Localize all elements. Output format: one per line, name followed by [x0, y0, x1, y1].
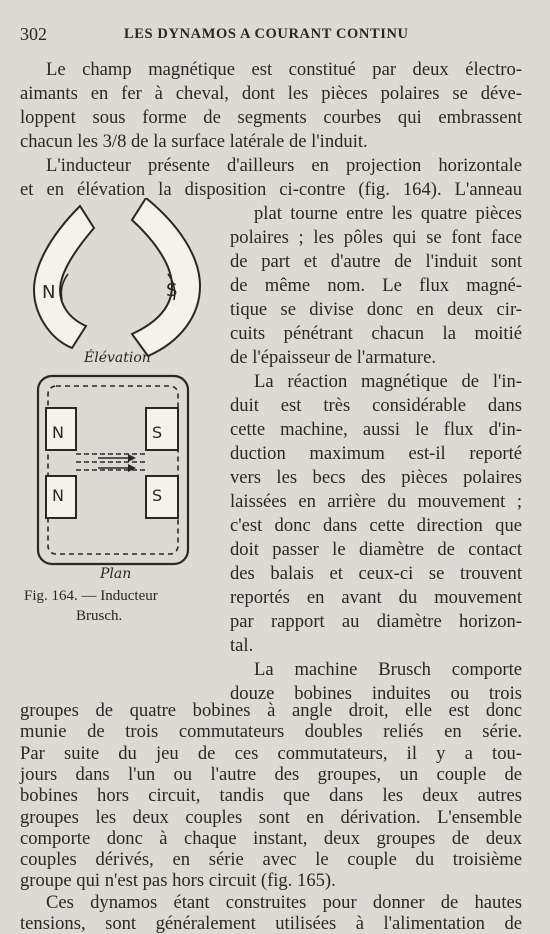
text-line: loppent sous forme de segments courbes qui embrassent [20, 107, 522, 128]
text-line: comporte donc à chaque instant, deux groupes de deux [20, 827, 522, 849]
text-line: par rapport au diamètre horizon- [230, 611, 522, 632]
text-line: tensions, sont généralement utilisées à l'alimentation de [20, 913, 522, 934]
running-title: LES DYNAMOS A COURANT CONTINU [124, 26, 409, 42]
text-line: groupe qui n'est pas hors circuit (fig. 165). [20, 870, 336, 892]
running-header [20, 20, 520, 46]
text-line: de même nom. Le flux magné- [230, 275, 522, 296]
text-line: cette machine, aussi le flux d'in- [230, 419, 522, 440]
plan-north-bottom-label: N [52, 486, 64, 505]
text-line: bobines hors circuit, tandis que dans les deux autres [20, 785, 522, 807]
text-line: polaires ; les pôles qui se font face [230, 227, 522, 248]
text-line: chacun les 3/8 de la surface latérale de l'induit. [20, 131, 368, 152]
text-line: laissées en arrière du mouvement ; [230, 491, 522, 512]
text-line: L'inducteur présente d'ailleurs en projection horizontale [46, 155, 522, 176]
text-line: Par suite du jeu de ces commutateurs, il y a tou- [20, 742, 522, 764]
plan-north-top-label: N [52, 423, 64, 442]
text-line: munie de trois commutateurs doubles reliés en série. [20, 721, 522, 743]
text-line: doit passer le diamètre de contact [230, 539, 522, 560]
elevation-north-label: N [42, 282, 56, 303]
text-line: tique se divise donc en deux cir- [230, 299, 522, 320]
text-line: groupes les deux couples sont en dérivation. L'ensemble [20, 806, 522, 828]
text-line: de part et d'autre de l'induit sont [230, 251, 522, 272]
text-line: reportés en avant du mouvement [230, 587, 522, 608]
text-line: de l'épaisseur de l'armature. [230, 347, 436, 368]
text-line: Le champ magnétique est constitué par deux électro- [46, 59, 522, 80]
text-line: duction maximum est-il reporté [230, 443, 522, 464]
text-line: La machine Brusch comporte [254, 659, 522, 680]
text-line: des balais et ceux-ci se trouvent [230, 563, 522, 584]
text-line: vers les becs des pièces polaires [230, 467, 522, 488]
text-line: douze bobines induites ou trois [230, 683, 522, 704]
text-line: cuits pénétrant chacun la moitié [230, 323, 522, 344]
text-line: plat tourne entre les quatre pièces [254, 203, 522, 224]
text-line: Ces dynamos étant construites pour donner de hautes [46, 891, 522, 913]
elevation-pole-left [34, 206, 94, 348]
text-line: c'est donc dans cette direction que [230, 515, 522, 536]
text-line: tal. [230, 635, 254, 656]
page-number: 302 [20, 24, 47, 44]
text-line: aimants en fer à cheval, dont les pièces polaires se déve- [20, 83, 522, 104]
plan-label: Plan [100, 566, 132, 582]
text-line: jours dans l'un ou l'autre des groupes, un couple de [20, 763, 522, 785]
plan-south-bottom-label: S [152, 486, 163, 505]
text-line: et en élévation la disposition ci-contre (fig. 164). L'anneau [20, 179, 522, 200]
elevation-label: Élévation [84, 350, 151, 366]
figure-164 [24, 198, 228, 638]
text-line: couples dérivés, en série avec le couple du troisième [20, 849, 522, 871]
text-line: groupes de quatre bobines à angle droit, elle est donc [20, 700, 522, 721]
figure-caption-title: Fig. 164. — Inducteur [24, 588, 158, 604]
elevation-pole-right [132, 198, 200, 356]
plan-south-top-label: S [152, 423, 163, 442]
figure-caption-name: Brusch. [76, 608, 123, 624]
text-line: La réaction magnétique de l'in- [254, 371, 522, 392]
text-line: duit est très considérable dans [230, 395, 522, 416]
elevation-south-label: S [166, 280, 178, 301]
